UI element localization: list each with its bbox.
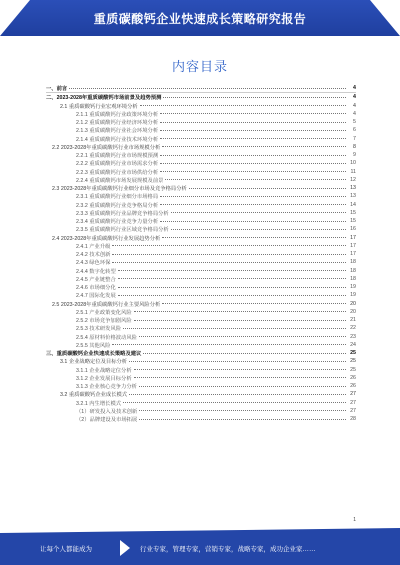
toc-entry-text: 一、前言 bbox=[46, 86, 68, 93]
toc-entry-page: 21 bbox=[350, 317, 356, 324]
toc-entry-text: 2.3.1 重质碳酸钙行业细分市场格局 bbox=[76, 194, 159, 201]
toc-entry[interactable] bbox=[46, 242, 356, 250]
footer-divider bbox=[0, 528, 400, 533]
toc-entry-page: 11 bbox=[350, 168, 356, 175]
toc-leader-dots bbox=[134, 369, 346, 370]
toc-entry-text: 2.2.2 重质碳酸钙行业市场需求分析 bbox=[76, 161, 159, 168]
toc-entry-text: 2.2 2023-2028年重质碳酸钙行业市场规模分析 bbox=[52, 144, 161, 151]
toc-entry-text: （1）研发投入及技术创新 bbox=[76, 408, 138, 415]
toc-entry[interactable] bbox=[46, 135, 356, 143]
toc-entry-text: 2.5.2 市场竞争加剧风险 bbox=[76, 318, 132, 325]
toc-leader-dots bbox=[163, 97, 346, 98]
toc-entry-page: 15 bbox=[350, 209, 356, 216]
toc-entry-page: 7 bbox=[353, 135, 356, 142]
toc-leader-dots bbox=[112, 262, 346, 263]
toc-entry-text: 2.5 2023-2028年重质碳酸钙行业主要风险分析 bbox=[52, 301, 161, 308]
toc-leader-dots bbox=[160, 155, 346, 156]
toc-leader-dots bbox=[162, 146, 346, 147]
toc-leader-dots bbox=[112, 344, 346, 345]
toc-entry-page: 19 bbox=[350, 284, 356, 291]
toc-leader-dots bbox=[140, 105, 346, 106]
toc-entry[interactable] bbox=[46, 308, 356, 316]
toc-entry[interactable] bbox=[46, 176, 356, 184]
toc-entry[interactable] bbox=[46, 374, 356, 382]
toc-leader-dots bbox=[160, 122, 346, 123]
toc-entry[interactable] bbox=[46, 93, 356, 101]
toc-entry[interactable] bbox=[46, 184, 356, 192]
report-footer bbox=[0, 528, 400, 565]
toc-entry-page: 9 bbox=[353, 152, 356, 159]
toc-entry-page: 14 bbox=[350, 201, 356, 208]
toc-entry[interactable] bbox=[46, 267, 356, 275]
toc-leader-dots bbox=[139, 336, 346, 337]
toc-entry[interactable] bbox=[46, 258, 356, 266]
toc-leader-dots bbox=[129, 394, 346, 395]
toc-entry[interactable] bbox=[46, 118, 356, 126]
toc-entry[interactable] bbox=[46, 209, 356, 217]
toc-entry-text: 2.1.4 重质碳酸钙行业技术环境分析 bbox=[76, 136, 159, 143]
toc-entry-page: 4 bbox=[353, 85, 356, 92]
toc-leader-dots bbox=[69, 88, 346, 89]
toc-entry-page: 4 bbox=[353, 102, 356, 109]
toc-entry-text: 2.4.2 技术创新 bbox=[76, 252, 111, 259]
toc-entry-text: 2.3.4 重质碳酸钙行业竞争力量分析 bbox=[76, 219, 159, 226]
toc-entry[interactable] bbox=[46, 275, 356, 283]
report-header bbox=[0, 0, 400, 36]
toc-entry[interactable] bbox=[46, 225, 356, 233]
toc-entry-text: 2.3.3 重质碳酸钙行业品牌竞争格局分析 bbox=[76, 210, 169, 217]
toc-leader-dots bbox=[160, 138, 346, 139]
toc-entry-text: 2.4.5 产业链整合 bbox=[76, 276, 116, 283]
toc-entry-page: 10 bbox=[350, 160, 356, 167]
toc-entry-page: 8 bbox=[353, 143, 356, 150]
toc-entry[interactable] bbox=[46, 126, 356, 134]
toc-entry-text: 2.1 重质碳酸钙行业宏观环境分析 bbox=[60, 103, 138, 110]
toc-entry-text: 2.2.4 重质碳酸钙市场发展规模及前景 bbox=[76, 177, 164, 184]
toc-entry[interactable] bbox=[46, 110, 356, 118]
toc-entry-text: 3.1.3 企业核心竞争力分析 bbox=[76, 384, 137, 391]
toc-entry-text: 2.2.1 重质碳酸钙行业市场规模预测 bbox=[76, 153, 159, 160]
toc-entry[interactable] bbox=[46, 300, 356, 308]
toc-entry-page: 17 bbox=[350, 234, 356, 241]
toc-entry-text: 3.2.1 内生增长模式 bbox=[76, 400, 122, 407]
toc-entry-page: 13 bbox=[350, 193, 356, 200]
toc-entry-text: 2.2.3 重质碳酸钙行业市场供给分析 bbox=[76, 169, 159, 176]
toc-entry[interactable] bbox=[46, 390, 356, 398]
toc-leader-dots bbox=[171, 229, 346, 230]
toc-leader-dots bbox=[112, 254, 346, 255]
toc-entry-page: 27 bbox=[350, 407, 356, 414]
toc-entry-page: 17 bbox=[350, 242, 356, 249]
toc-entry-page: 12 bbox=[350, 176, 356, 183]
toc-leader-dots bbox=[162, 303, 346, 304]
toc-leader-dots bbox=[139, 419, 346, 420]
toc-leader-dots bbox=[139, 410, 346, 411]
toc-entry[interactable] bbox=[46, 407, 356, 415]
toc-leader-dots bbox=[162, 237, 346, 238]
toc-entry-page: 18 bbox=[350, 267, 356, 274]
toc-leader-dots bbox=[160, 171, 346, 172]
toc-entry-text: 2.4.3 绿色环保 bbox=[76, 260, 111, 267]
toc-entry-page: 5 bbox=[353, 119, 356, 126]
toc-leader-dots bbox=[118, 270, 346, 271]
toc-entry-page: 4 bbox=[353, 94, 356, 101]
toc-entry-text: 二、2023-2028年重质碳酸钙市场前景及趋势预测 bbox=[46, 95, 162, 102]
toc-entry-page: 4 bbox=[353, 110, 356, 117]
toc-entry-page: 27 bbox=[350, 399, 356, 406]
toc-entry-page: 23 bbox=[350, 333, 356, 340]
toc-entry-text: 2.4.4 数字化转型 bbox=[76, 268, 116, 275]
toc-entry[interactable] bbox=[46, 366, 356, 374]
toc-entry[interactable] bbox=[46, 349, 356, 357]
toc-entry-page: 16 bbox=[350, 226, 356, 233]
toc-entry[interactable] bbox=[46, 159, 356, 167]
toc-entry-page: 26 bbox=[350, 374, 356, 381]
toc-entry-page: 25 bbox=[350, 350, 356, 357]
page-number: 1 bbox=[353, 517, 356, 523]
toc-entry-text: 2.5.1 产业政策变化风险 bbox=[76, 309, 132, 316]
toc-leader-dots bbox=[118, 287, 346, 288]
toc-entry-page: 18 bbox=[350, 259, 356, 266]
report-title: 重质碳酸钙企业快速成长策略研究报告 bbox=[93, 12, 307, 26]
toc-entry[interactable] bbox=[46, 143, 356, 151]
footer-slogan-right: 行业专家，管理专家，营销专家，战略专家，成功企业家…… bbox=[140, 546, 316, 553]
toc-entry-page: 19 bbox=[350, 292, 356, 299]
toc-entry-text: 2.3.2 重质碳酸钙行业竞争格局分析 bbox=[76, 202, 159, 209]
toc-leader-dots bbox=[160, 196, 346, 197]
toc-entry[interactable] bbox=[46, 217, 356, 225]
toc-entry-text: 2.1.2 重质碳酸钙行业经济环境分析 bbox=[76, 120, 159, 127]
toc-entry-text: 三、重质碳酸钙企业快速成长策略及建议 bbox=[46, 351, 142, 358]
toc-entry[interactable] bbox=[46, 151, 356, 159]
arrow-right-icon bbox=[120, 540, 130, 556]
toc-leader-dots bbox=[118, 295, 346, 296]
toc-entry[interactable] bbox=[46, 201, 356, 209]
toc-entry-text: 3.1.2 企业发展目标分析 bbox=[76, 375, 132, 382]
toc-entry[interactable] bbox=[46, 84, 356, 93]
toc-entry-text: 3.2 重质碳酸钙企业成长模式 bbox=[60, 392, 128, 399]
toc-entry-text: 3.1.1 企业战略定位分析 bbox=[76, 367, 132, 374]
toc-entry-text: 2.1.3 重质碳酸钙行业社会环境分析 bbox=[76, 128, 159, 135]
toc-entry[interactable] bbox=[46, 324, 356, 332]
toc-entry-text: 2.3 2023-2028年重质碳酸钙行业细分市场及竞争格局分析 bbox=[52, 186, 187, 193]
toc-leader-dots bbox=[160, 113, 346, 114]
toc-entry-text: 2.5.5 其他风险 bbox=[76, 342, 111, 349]
footer-slogan-left: 让每个人都能成为 bbox=[40, 546, 92, 553]
toc-entry[interactable] bbox=[46, 283, 356, 291]
toc-entry-text: 2.4.6 市场细分化 bbox=[76, 285, 116, 292]
toc-leader-dots bbox=[165, 179, 346, 180]
toc-entry-text: 2.3.5 重质碳酸钙行业区域竞争格局分析 bbox=[76, 227, 169, 234]
toc-entry-text: 3.1 企业战略定位及目标分析 bbox=[60, 359, 128, 366]
toc-entry-page: 25 bbox=[350, 358, 356, 365]
toc-entry-text: 2.4 2023-2028年重质碳酸钙行业发展趋势分析 bbox=[52, 235, 161, 242]
toc-entry[interactable] bbox=[46, 192, 356, 200]
toc-entry-text: 2.5.4 原材料价格波动风险 bbox=[76, 334, 137, 341]
toc-entry-text: 2.4.1 产业升级 bbox=[76, 243, 111, 250]
toc-title: 内容目录 bbox=[171, 59, 228, 74]
toc-entry[interactable] bbox=[46, 168, 356, 176]
toc-entry[interactable] bbox=[46, 316, 356, 324]
toc-entry-page: 17 bbox=[350, 251, 356, 258]
toc-entry-text: （2）品牌建设及市场拓展 bbox=[76, 417, 138, 424]
toc-leader-dots bbox=[123, 328, 346, 329]
toc-leader-dots bbox=[134, 377, 346, 378]
toc-leader-dots bbox=[134, 311, 346, 312]
toc-entry[interactable] bbox=[46, 341, 356, 349]
toc-leader-dots bbox=[134, 320, 346, 321]
toc-entry-text: 2.1.1 重质碳酸钙行业政策环境分析 bbox=[76, 111, 159, 118]
table-of-contents bbox=[46, 84, 356, 423]
toc-entry-page: 27 bbox=[350, 391, 356, 398]
toc-entry-page: 15 bbox=[350, 218, 356, 225]
toc-entry-text: 2.4.7 国际化发展 bbox=[76, 293, 116, 300]
toc-entry[interactable] bbox=[46, 250, 356, 258]
toc-entry-page: 13 bbox=[350, 185, 356, 192]
toc-leader-dots bbox=[118, 278, 346, 279]
toc-leader-dots bbox=[189, 188, 346, 189]
toc-entry[interactable] bbox=[46, 333, 356, 341]
toc-entry[interactable] bbox=[46, 382, 356, 390]
toc-leader-dots bbox=[112, 245, 346, 246]
toc-entry-page: 18 bbox=[350, 275, 356, 282]
toc-entry-page: 28 bbox=[350, 416, 356, 423]
toc-leader-dots bbox=[143, 353, 346, 354]
toc-entry-page: 20 bbox=[350, 300, 356, 307]
toc-entry[interactable] bbox=[46, 102, 356, 110]
toc-leader-dots bbox=[160, 163, 346, 164]
toc-leader-dots bbox=[160, 221, 346, 222]
toc-entry-page: 6 bbox=[353, 127, 356, 134]
toc-leader-dots bbox=[123, 402, 346, 403]
toc-entry-text: 2.5.3 技术研发风险 bbox=[76, 326, 122, 333]
toc-entry[interactable] bbox=[46, 415, 356, 423]
toc-entry-page: 26 bbox=[350, 383, 356, 390]
toc-leader-dots bbox=[129, 361, 346, 362]
toc-entry-page: 24 bbox=[350, 341, 356, 348]
toc-leader-dots bbox=[139, 386, 346, 387]
toc-entry-page: 20 bbox=[350, 308, 356, 315]
toc-entry-page: 25 bbox=[350, 366, 356, 373]
toc-entry-page: 22 bbox=[350, 325, 356, 332]
toc-leader-dots bbox=[160, 204, 346, 205]
toc-leader-dots bbox=[160, 130, 346, 131]
toc-entry[interactable] bbox=[46, 357, 356, 365]
toc-leader-dots bbox=[171, 212, 346, 213]
toc-entry[interactable] bbox=[46, 399, 356, 407]
toc-entry[interactable] bbox=[46, 234, 356, 242]
toc-entry[interactable] bbox=[46, 291, 356, 299]
